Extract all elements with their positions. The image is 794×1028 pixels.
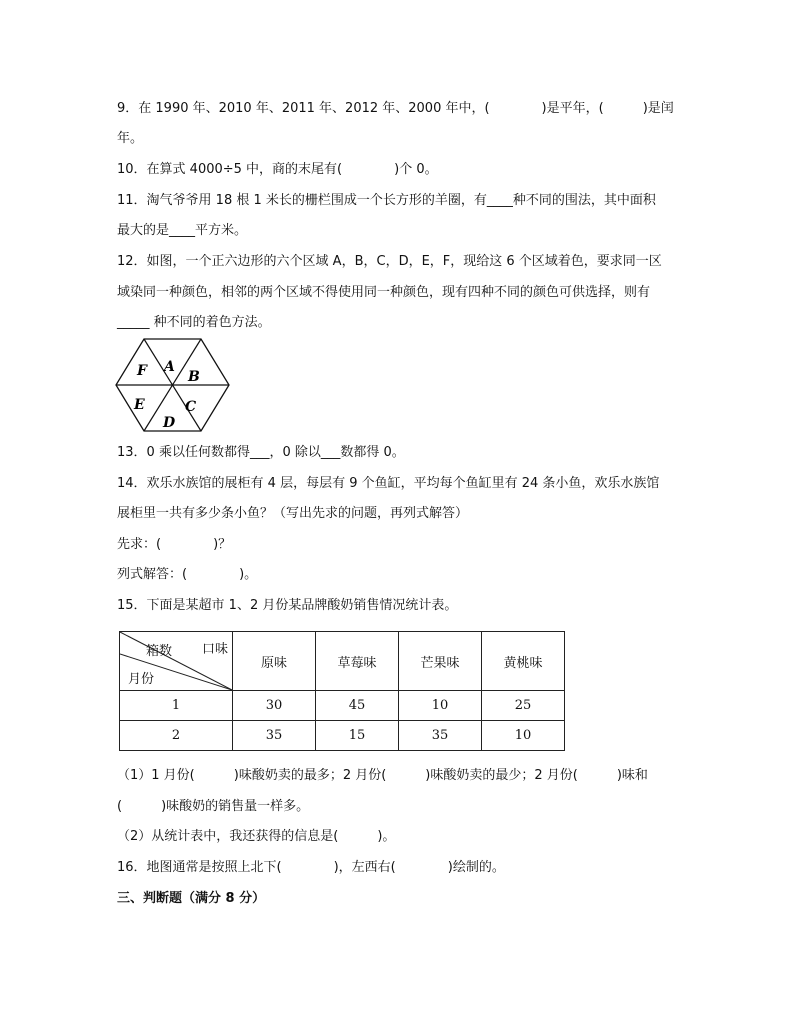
table-header-cell: 草莓味 <box>316 632 399 691</box>
q12-line1: 12．如图，一个正六边形的六个区域 A，B，C，D，E，F，现给这 6 个区域着色，要求同一区 <box>117 254 662 269</box>
q11-line1: 11．淘气爷爷用 18 根 1 米长的栅栏围成一个长方形的羊圈，有____种不同的围法，其中面积 <box>117 193 656 208</box>
table-row <box>120 721 565 751</box>
corner-label-flavor: 口味 <box>201 642 228 657</box>
q15-line1: 15．下面是某超市 1、2 月份某品牌酸奶销售情况统计表。 <box>117 598 458 613</box>
table-header-cell: 黄桃味 <box>482 632 565 691</box>
region-label-e: E <box>134 397 145 413</box>
table-cell-month: 2 <box>120 721 233 751</box>
q14-line1: 14．欢乐水族馆的展柜有 4 层，每层有 9 个鱼缸，平均每个鱼缸里有 24 条小鱼，欢乐水族馆 <box>117 476 660 491</box>
table-cell: 30 <box>233 691 316 721</box>
q15-sub1-line1: （1）1 月份( )味酸奶卖的最多；2 月份( )味酸奶卖的最少；2 月份( )味和 <box>117 768 648 783</box>
q15-sub1-line2: ( )味酸奶的销售量一样多。 <box>117 799 310 814</box>
region-label-f: F <box>137 363 147 379</box>
table-cell: 10 <box>482 721 565 751</box>
table-cell: 25 <box>482 691 565 721</box>
table-cell: 10 <box>399 691 482 721</box>
q16-line1: 16．地图通常是按照上北下( )，左西右( )绘制的。 <box>117 860 505 875</box>
q14-line2: 展柜里一共有多少条小鱼？（写出先求的问题，再列式解答） <box>117 506 469 521</box>
q9-line2: 年。 <box>117 131 144 146</box>
sales-table <box>119 631 565 751</box>
corner-label-boxes: 箱数 <box>146 644 173 659</box>
table-header-cell: 芒果味 <box>399 632 482 691</box>
hexagon-diagram <box>115 337 230 433</box>
region-label-a: A <box>164 359 175 375</box>
corner-label-month: 月份 <box>128 672 155 687</box>
table-corner-cell <box>120 632 233 691</box>
region-label-c: C <box>185 399 197 415</box>
q13-line1: 13．0 乘以任何数都得___，0 除以___数都得 0。 <box>117 445 405 460</box>
table-cell: 35 <box>233 721 316 751</box>
table-row <box>120 691 565 721</box>
q10-line1: 10．在算式 4000÷5 中，商的末尾有( )个 0。 <box>117 162 438 177</box>
q11-line2: 最大的是____平方米。 <box>117 223 248 238</box>
q12-line3: _____ 种不同的着色方法。 <box>117 315 271 330</box>
table-header-row <box>120 632 565 691</box>
table-cell-month: 1 <box>120 691 233 721</box>
table-cell: 35 <box>399 721 482 751</box>
section3-title: 三、判断题（满分 8 分） <box>117 891 266 906</box>
table-cell: 15 <box>316 721 399 751</box>
q14-line3: 先求：( )？ <box>117 537 232 552</box>
hexagon-figure <box>115 337 230 433</box>
table-header-cell: 原味 <box>233 632 316 691</box>
q15-sub2: （2）从统计表中，我还获得的信息是( )。 <box>117 829 396 844</box>
region-label-b: B <box>188 369 200 385</box>
region-label-d: D <box>163 415 176 431</box>
q12-line2: 域染同一种颜色，相邻的两个区域不得使用同一种颜色，现有四种不同的颜色可供选择，则有 <box>117 285 651 300</box>
table-cell: 45 <box>316 691 399 721</box>
q14-line4: 列式解答：( )。 <box>117 567 258 582</box>
q9-line1: 9．在 1990 年、2010 年、2011 年、2012 年、2000 年中，( )是平年，( )是闰 <box>117 101 674 116</box>
